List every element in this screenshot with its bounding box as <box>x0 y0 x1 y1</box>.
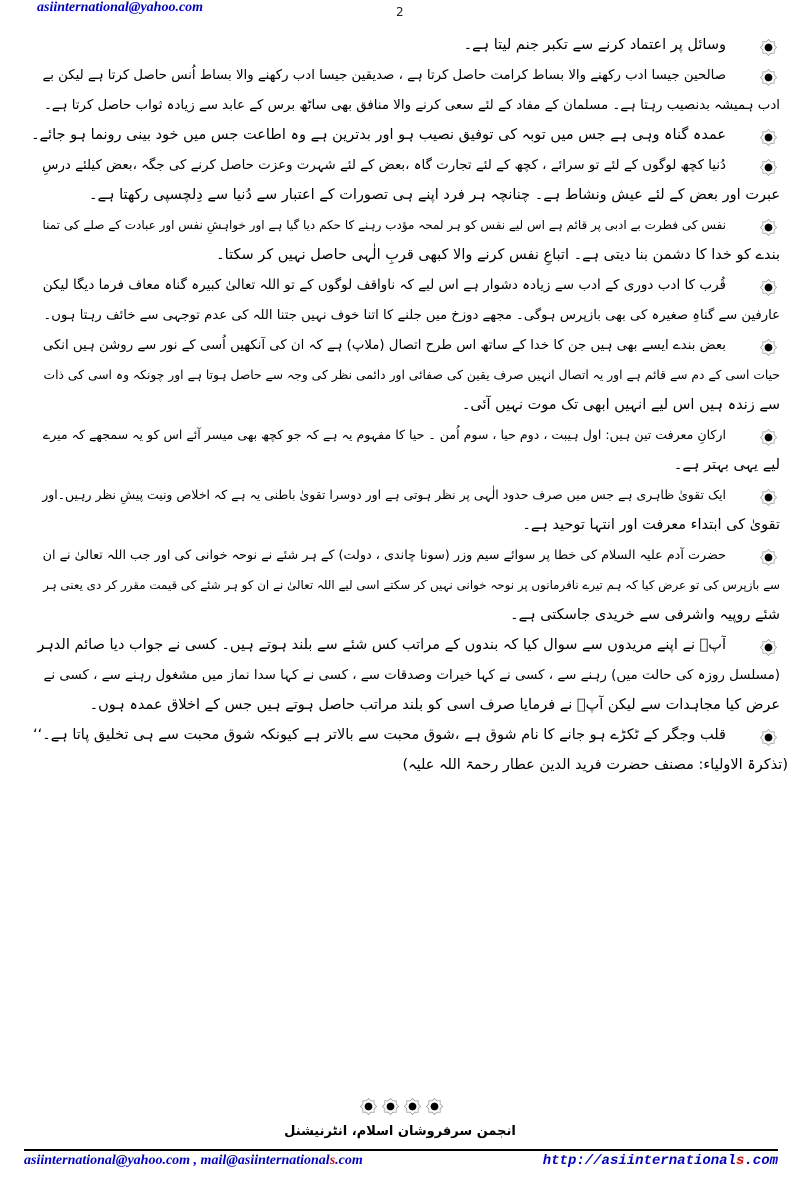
star-bullet-icon <box>760 219 777 236</box>
footer-url[interactable] <box>543 1153 778 1169</box>
bullet-paragraph <box>28 420 780 480</box>
paragraph-line: (مسلسل روزہ کی حالت میں) رہنے سے ، کسی نے کہا خیرات وصدقات سے ، کسی نے کہا سدا نماز میں مشغول رہنے سے ، کسی نے <box>43 668 780 683</box>
divider-star-icon <box>404 1098 421 1115</box>
star-bullet-icon <box>760 277 777 294</box>
footer-url-red-letter: s <box>735 1153 745 1169</box>
organization-name: انجمن سرفروشان اسلام، انٹرنیشنل <box>284 1124 516 1139</box>
divider-star-icon <box>426 1098 443 1115</box>
paragraph-line: حضرت آدم علیہ السلام کی خطا پر سوائے سیم وزر (سونا چاندی ، دولت) کے ہر شئے نے نوحہ خوانی کی اور جب اللہ تعالیٰ نے ان <box>42 548 726 563</box>
star-bullet-icon <box>760 159 777 176</box>
header-email[interactable]: asiinternational@yahoo.com <box>37 0 204 15</box>
document-body <box>28 30 788 780</box>
paragraph-line: ارکانِ معرفت تین ہیں: اول ہیبت ، دوم حیا ، سوم اُمن ۔ حیا کا مفہوم یہ ہے کہ جو کچھ بھی میسر آئے اس کو یہ سمجھے کہ میرے <box>42 427 726 442</box>
paragraph-line: صالحین جیسا ادب رکھنے والا بساط کرامت حاصل کرتا ہے ، صدیقین جیسا ادب رکھنے والا بساط اُنس حاصل کرتا ہے لیکن بے <box>42 68 726 83</box>
paragraph-line: سے زندہ ہیں اس لیے انہیں ابھی تک موت نہیں آئی۔ <box>461 397 780 413</box>
star-bullet-icon <box>760 339 777 356</box>
footer-url-prefix: http://asiinternational <box>542 1153 736 1169</box>
star-bullet-icon <box>760 429 777 446</box>
paragraph-line: سے بازپرس کی تو عرض کیا کہ ہم تیرے نافرمانوں پر نوحہ خوانی نہیں کر سکتے اسی لیے اللہ تعالیٰ نے ان کو ہر شئے کی قیمت مقرر کر دی یعنی ہر <box>43 578 780 592</box>
divider-star-icon <box>360 1098 377 1115</box>
star-bullet-icon <box>760 427 777 444</box>
paragraph-line: عرض کیا مجاہدات سے لیکن آپؒ نے فرمایا صرف اسی کو بلند مراتب حاصل ہوتے ہیں جس کے اخلاق عمدہ ہوں۔ <box>89 697 780 713</box>
bullet-paragraph <box>28 150 780 210</box>
star-bullet-icon <box>760 639 777 656</box>
footer-url-suffix: .com <box>744 1153 778 1169</box>
bullet-paragraph <box>28 120 780 150</box>
bullet-paragraph <box>28 540 780 630</box>
star-bullet-icon <box>760 67 777 84</box>
star-bullet-icon <box>760 37 777 54</box>
footer-emails[interactable] <box>24 1153 363 1169</box>
star-bullet-icon <box>760 337 777 354</box>
page-number: 2 <box>396 5 404 19</box>
footer-emails-red-letter: s <box>329 1153 336 1168</box>
star-bullet-icon <box>760 279 777 296</box>
paragraph-line: تقویٰ کی ابتداء معرفت اور انتہا توحید ہے۔ <box>522 517 780 533</box>
paragraph-line: عبرت اور بعض کے لئے عیش ونشاط ہے۔ چنانچہ ہر فرد اپنے ہی تصورات کے اعتبار سے دُنیا سے دِلچسپی رکھتا ہے۔ <box>89 187 780 203</box>
paragraph-line: بندے کو خدا کا دشمن بنا دیتی ہے۔ اتباعِ نفس کرنے والا کبھی قربِ الٰہی حاصل نہیں کر سکتا۔ <box>216 247 780 263</box>
paragraph-line: عمدہ گناہ وہی ہے جس میں توبہ کی توفیق نصیب ہو اور بدترین ہے وہ اطاعت جس میں خود بینی رونما ہو جائے۔ <box>31 127 726 143</box>
star-bullet-icon <box>760 157 777 174</box>
paragraph-line: لیے یہی بہتر ہے۔ <box>673 457 780 473</box>
paragraph-line: شئے روپیہ واشرفی سے خریدی جاسکتی ہے۔ <box>510 607 780 623</box>
star-bullet-icon <box>760 69 777 86</box>
star-bullet-icon <box>760 637 777 654</box>
star-bullet-icon <box>760 127 777 144</box>
footer-emails-suffix: .com <box>335 1153 363 1168</box>
star-bullet-icon <box>760 729 777 746</box>
star-bullet-icon <box>760 727 777 744</box>
star-bullet-icon <box>760 487 777 504</box>
bullet-paragraph <box>28 330 780 420</box>
star-bullet-icon <box>760 489 777 506</box>
bullet-paragraph <box>28 210 780 270</box>
section-divider <box>351 1098 451 1116</box>
footer-emails-prefix: asiinternational@yahoo.com , mail@asiinternational <box>24 1153 330 1168</box>
footer-rule <box>24 1149 778 1151</box>
star-bullet-icon <box>760 129 777 146</box>
bullet-paragraph <box>28 30 780 60</box>
paragraph-line: قُرب کا ادب دوری کے ادب سے زیادہ دشوار ہے اس لیے کہ ناواقف لوگوں کے تو اللہ تعالیٰ کبیرہ گناہ معاف فرما دیگا لیکن <box>42 277 726 293</box>
paragraph-line: آپؒ نے اپنے مریدوں سے سوال کیا کہ بندوں کے مراتب کس شئے سے بلند ہوتے ہیں۔ کسی نے جواب دیا صائم الدہر <box>37 637 726 653</box>
paragraph-line: دُنیا کچھ لوگوں کے لئے تو سرائے ، کچھ کے لئے تجارت گاہ ،بعض کے لئے شہرت وعزت حاصل کرنے کی جگہ ،بعض کیلئے درسِ <box>42 158 726 173</box>
bullet-paragraph <box>28 630 780 720</box>
paragraph-line: وسائل پر اعتماد کرنے سے تکبر جنم لیتا ہے۔ <box>463 37 726 53</box>
paragraph-line: ایک تقویٰ ظاہری ہے جس میں صرف حدود الٰہی پر نظر ہوتی ہے اور دوسرا تقویٰ باطنی یہ ہے کہ اخلاص ونیت پیشِ نظر رہیں۔اور <box>42 487 726 502</box>
source-citation: (تذکرۃ الاولیاء: مصنف حضرت فرید الدین عطار رحمۃ اللہ علیہ) <box>402 757 788 773</box>
bullet-paragraph <box>28 60 780 120</box>
paragraph-line: ادب ہمیشہ بدنصیب رہتا ہے۔ مسلمان کے مفاد کے لئے سعی کرنے والا منافق بھی ساٹھ برس کے عابد سے زیادہ ثواب حاصل کرتا ہے۔ <box>43 98 780 113</box>
divider-star-icon <box>382 1098 399 1115</box>
star-bullet-icon <box>760 217 777 234</box>
paragraph-line: نفس کی فطرت بے ادبی پر قائم ہے اس لیے نفس کو ہر لمحہ مؤدب رہنے کا حکم دیا گیا ہے اور خواہشِ نفس اور عبادت کے صلے کی تمنا <box>42 218 726 232</box>
paragraph-line: عارفین سے گناہِ صغیرہ کی بھی بازپرس ہوگی۔ مجھے دوزخ میں جلنے کا اتنا خوف نہیں جتنا اللہ کی عدم توجہی سے خائف رہتا ہوں۔ <box>43 308 780 323</box>
paragraph-line: حیات اسی کے دم سے قائم ہے اور یہ اتصال انہیں صرف یقین کی صفائی اور دائمی نظر کی وجہ سے حاصل ہوتا ہے اور چونکہ وہ اسی کی ذات <box>43 368 780 382</box>
star-bullet-icon <box>760 549 777 566</box>
bullet-paragraph <box>28 480 780 540</box>
bullet-paragraph <box>28 720 780 750</box>
bullet-paragraph <box>28 270 780 330</box>
paragraph-line: قلب وجگر کے ٹکڑے ہو جانے کا نام شوق ہے ،شوق محبت سے بالاتر ہے کیونکہ شوق محبت سے ہی تخلیق پاتا ہے۔‘‘ <box>33 727 726 743</box>
star-bullet-icon <box>760 547 777 564</box>
star-bullet-icon <box>760 39 777 56</box>
paragraph-line: بعض بندے ایسے بھی ہیں جن کا خدا کے ساتھ اس طرح اتصال (ملاپ) ہے کہ ان کی آنکھیں اُسی کے نور سے روشن ہیں انکی <box>42 338 726 353</box>
